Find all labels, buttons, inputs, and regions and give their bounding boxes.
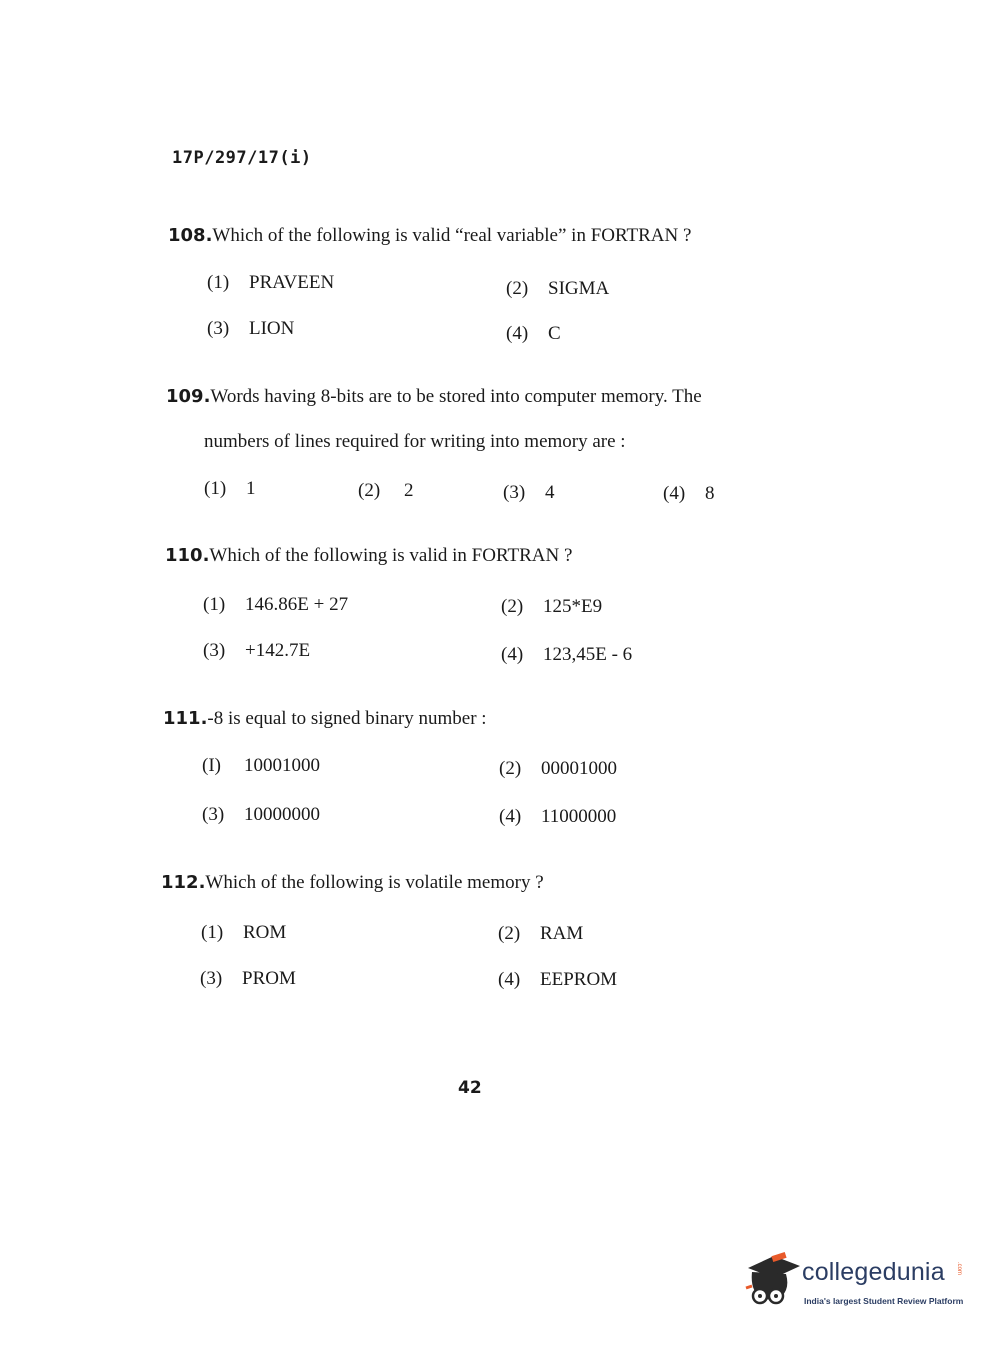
option-109-3 — [503, 482, 555, 504]
option-text: PROM — [242, 968, 296, 989]
question-number: 111. — [163, 708, 208, 729]
option-number: (3) — [207, 318, 230, 339]
option-number: (4) — [498, 969, 521, 990]
page-number: 42 — [458, 1078, 482, 1098]
option-number: (4) — [506, 323, 529, 344]
question-text: Which of the following is valid in FORTRAN ? — [209, 545, 573, 566]
option-108-4 — [506, 323, 561, 345]
question-108 — [168, 226, 691, 245]
option-number: (3) — [203, 640, 226, 661]
graduate-mascot-icon — [742, 1248, 800, 1310]
option-110-4 — [501, 644, 632, 666]
option-number: (4) — [663, 483, 686, 504]
question-110 — [165, 546, 572, 565]
option-number: (1) — [207, 272, 230, 293]
paper-code: 17P/297/17(i) — [172, 148, 312, 168]
question-number: 110. — [165, 545, 210, 566]
logo-domain: .com — [956, 1262, 962, 1276]
option-110-1 — [203, 594, 348, 616]
question-111 — [163, 709, 487, 728]
question-number: 108. — [168, 225, 213, 246]
option-text: 146.86E + 27 — [245, 594, 349, 615]
option-111-4 — [499, 806, 616, 828]
option-text: 125*E9 — [543, 596, 603, 617]
option-108-2 — [506, 278, 609, 300]
option-112-1 — [201, 922, 286, 944]
option-number: (2) — [501, 596, 524, 617]
option-number: (I) — [202, 755, 221, 776]
option-109-4 — [663, 483, 715, 505]
option-110-2 — [501, 596, 602, 618]
option-text: 123,45E - 6 — [543, 644, 633, 665]
option-number: (1) — [204, 478, 227, 499]
option-text: ROM — [243, 922, 287, 943]
question-109 — [166, 387, 702, 406]
option-text: C — [548, 323, 561, 344]
question-number: 112. — [161, 872, 206, 893]
option-number: (4) — [499, 806, 522, 827]
option-number: (2) — [498, 923, 521, 944]
option-109-2 — [358, 480, 414, 502]
option-text: 2 — [404, 480, 414, 501]
option-text: 10000000 — [244, 804, 320, 825]
option-number: (4) — [501, 644, 524, 665]
option-number: (3) — [202, 804, 225, 825]
option-111-1 — [202, 755, 320, 777]
option-number: (2) — [506, 278, 529, 299]
question-text: Which of the following is valid “real variable” in FORTRAN ? — [212, 225, 692, 246]
option-111-3 — [202, 804, 320, 826]
option-text: 4 — [545, 482, 555, 503]
option-112-4 — [498, 969, 617, 991]
option-number: (3) — [503, 482, 526, 503]
question-text-line-2: numbers of lines required for writing into memory are : — [204, 431, 626, 452]
logo-wordmark: collegedunia — [802, 1258, 945, 1286]
option-112-3 — [200, 968, 296, 990]
option-111-2 — [499, 758, 617, 780]
option-number: (2) — [358, 480, 381, 501]
option-110-3 — [203, 640, 310, 662]
logo-tagline: India's largest Student Review Platform — [804, 1296, 964, 1306]
option-number: (3) — [200, 968, 223, 989]
question-text-line-1: Words having 8-bits are to be stored into computer memory. The — [210, 386, 702, 407]
option-text: 1 — [246, 478, 256, 499]
option-text: SIGMA — [548, 278, 610, 299]
question-112 — [161, 873, 544, 892]
option-108-1 — [207, 272, 334, 294]
question-text: -8 is equal to signed binary number : — [207, 708, 487, 729]
question-number: 109. — [166, 386, 211, 407]
question-109-continued — [204, 432, 626, 451]
option-text: 00001000 — [541, 758, 617, 779]
option-text: EEPROM — [540, 969, 618, 990]
option-108-3 — [207, 318, 294, 340]
option-number: (1) — [201, 922, 224, 943]
option-text: RAM — [540, 923, 584, 944]
option-number: (1) — [203, 594, 226, 615]
option-text: 11000000 — [541, 806, 617, 827]
collegedunia-logo — [742, 1248, 972, 1318]
option-text: 8 — [705, 483, 715, 504]
option-text: +142.7E — [245, 640, 311, 661]
question-text: Which of the following is volatile memory ? — [205, 872, 544, 893]
option-text: PRAVEEN — [249, 272, 335, 293]
option-112-2 — [498, 923, 583, 945]
option-text: LION — [249, 318, 295, 339]
option-number: (2) — [499, 758, 522, 779]
option-109-1 — [204, 478, 256, 500]
option-text: 10001000 — [244, 755, 320, 776]
